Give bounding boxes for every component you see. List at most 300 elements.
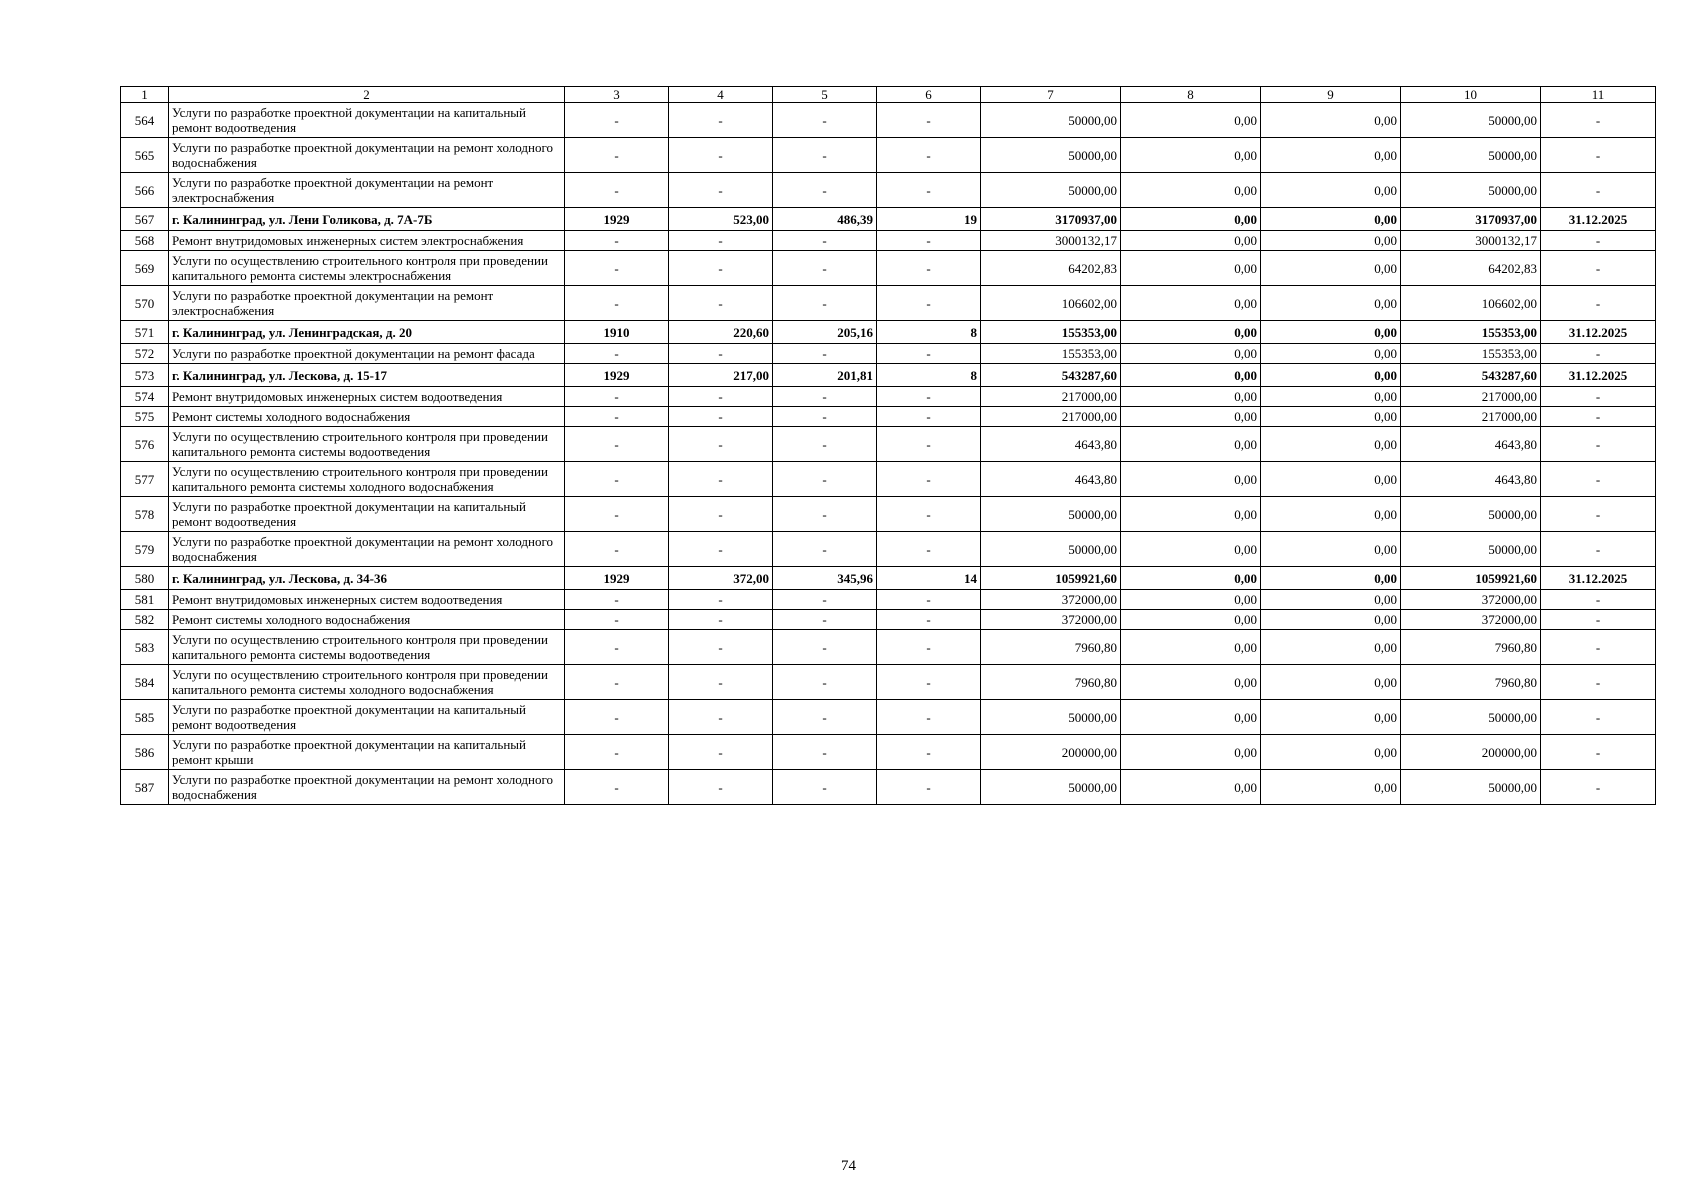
col5-cell: - bbox=[773, 770, 877, 805]
work-name-cell: Услуги по разработке проектной документации на капитальный ремонт водоотведения bbox=[169, 103, 565, 138]
col3-cell: - bbox=[565, 231, 669, 251]
col3-cell: - bbox=[565, 251, 669, 286]
row-number-cell: 565 bbox=[121, 138, 169, 173]
work-name-cell: Услуги по разработке проектной документации на ремонт электроснабжения bbox=[169, 286, 565, 321]
work-name-cell: Ремонт внутридомовых инженерных систем электроснабжения bbox=[169, 231, 565, 251]
col8-amount-cell: 0,00 bbox=[1121, 567, 1261, 590]
col10-amount-cell: 372000,00 bbox=[1401, 590, 1541, 610]
col6-cell: 19 bbox=[877, 208, 981, 231]
col5-cell: - bbox=[773, 735, 877, 770]
row-number-cell: 584 bbox=[121, 665, 169, 700]
col4-cell: 220,60 bbox=[669, 321, 773, 344]
col11-date-cell: - bbox=[1541, 590, 1656, 610]
col9-amount-cell: 0,00 bbox=[1261, 173, 1401, 208]
col4-cell: - bbox=[669, 251, 773, 286]
col9-amount-cell: 0,00 bbox=[1261, 590, 1401, 610]
col9-amount-cell: 0,00 bbox=[1261, 208, 1401, 231]
work-name-cell: Ремонт внутридомовых инженерных систем водоотведения bbox=[169, 590, 565, 610]
col6-cell: - bbox=[877, 286, 981, 321]
work-name-cell: Услуги по разработке проектной документации на ремонт холодного водоснабжения bbox=[169, 138, 565, 173]
col10-amount-cell: 50000,00 bbox=[1401, 138, 1541, 173]
col10-amount-cell: 4643,80 bbox=[1401, 462, 1541, 497]
col7-amount-cell: 3000132,17 bbox=[981, 231, 1121, 251]
col3-cell: - bbox=[565, 427, 669, 462]
col5-cell: - bbox=[773, 700, 877, 735]
col5-cell: - bbox=[773, 665, 877, 700]
col3-cell: 1929 bbox=[565, 208, 669, 231]
table-row bbox=[121, 462, 1656, 497]
row-number-cell: 583 bbox=[121, 630, 169, 665]
col11-date-cell: - bbox=[1541, 630, 1656, 665]
col10-amount-cell: 3170937,00 bbox=[1401, 208, 1541, 231]
col11-date-cell: - bbox=[1541, 735, 1656, 770]
work-name-cell: Услуги по разработке проектной документации на ремонт фасада bbox=[169, 344, 565, 364]
row-number-cell: 575 bbox=[121, 407, 169, 427]
col6-cell: - bbox=[877, 610, 981, 630]
col10-amount-cell: 7960,80 bbox=[1401, 630, 1541, 665]
row-number-cell: 570 bbox=[121, 286, 169, 321]
col11-date-cell: - bbox=[1541, 700, 1656, 735]
work-name-cell: г. Калининград, ул. Лескова, д. 15-17 bbox=[169, 364, 565, 387]
col8-amount-cell: 0,00 bbox=[1121, 321, 1261, 344]
col11-date-cell: - bbox=[1541, 610, 1656, 630]
col4-cell: - bbox=[669, 630, 773, 665]
table-row bbox=[121, 387, 1656, 407]
work-name-cell: Услуги по разработке проектной документации на капитальный ремонт крыши bbox=[169, 735, 565, 770]
col7-amount-cell: 4643,80 bbox=[981, 427, 1121, 462]
col5-cell: - bbox=[773, 286, 877, 321]
table-row bbox=[121, 665, 1656, 700]
row-number-cell: 566 bbox=[121, 173, 169, 208]
col9-amount-cell: 0,00 bbox=[1261, 770, 1401, 805]
col11-date-cell: - bbox=[1541, 138, 1656, 173]
col7-amount-cell: 50000,00 bbox=[981, 173, 1121, 208]
col5-cell: - bbox=[773, 610, 877, 630]
col6-cell: - bbox=[877, 700, 981, 735]
address-row bbox=[121, 321, 1656, 344]
col6-cell: - bbox=[877, 173, 981, 208]
col11-date-cell: - bbox=[1541, 462, 1656, 497]
col9-amount-cell: 0,00 bbox=[1261, 231, 1401, 251]
col9-amount-cell: 0,00 bbox=[1261, 567, 1401, 590]
col3-cell: - bbox=[565, 630, 669, 665]
row-number-cell: 579 bbox=[121, 532, 169, 567]
header-cell: 7 bbox=[981, 87, 1121, 103]
col6-cell: - bbox=[877, 665, 981, 700]
col9-amount-cell: 0,00 bbox=[1261, 407, 1401, 427]
col10-amount-cell: 50000,00 bbox=[1401, 173, 1541, 208]
col8-amount-cell: 0,00 bbox=[1121, 364, 1261, 387]
col4-cell: - bbox=[669, 735, 773, 770]
work-name-cell: Услуги по осуществлению строительного контроля при проведении капитального ремонта системы водоотведения bbox=[169, 630, 565, 665]
col7-amount-cell: 106602,00 bbox=[981, 286, 1121, 321]
col11-date-cell: 31.12.2025 bbox=[1541, 364, 1656, 387]
row-number-cell: 578 bbox=[121, 497, 169, 532]
header-cell: 2 bbox=[169, 87, 565, 103]
col10-amount-cell: 106602,00 bbox=[1401, 286, 1541, 321]
col6-cell: 8 bbox=[877, 321, 981, 344]
work-name-cell: Ремонт внутридомовых инженерных систем водоотведения bbox=[169, 387, 565, 407]
row-number-cell: 581 bbox=[121, 590, 169, 610]
work-name-cell: Услуги по осуществлению строительного контроля при проведении капитального ремонта системы холодного водоснабжения bbox=[169, 462, 565, 497]
address-row bbox=[121, 567, 1656, 590]
col3-cell: - bbox=[565, 462, 669, 497]
col3-cell: - bbox=[565, 407, 669, 427]
row-number-cell: 586 bbox=[121, 735, 169, 770]
col10-amount-cell: 217000,00 bbox=[1401, 407, 1541, 427]
col9-amount-cell: 0,00 bbox=[1261, 497, 1401, 532]
col10-amount-cell: 3000132,17 bbox=[1401, 231, 1541, 251]
row-number-cell: 571 bbox=[121, 321, 169, 344]
row-number-cell: 568 bbox=[121, 231, 169, 251]
col4-cell: 372,00 bbox=[669, 567, 773, 590]
header-cell: 9 bbox=[1261, 87, 1401, 103]
row-number-cell: 572 bbox=[121, 344, 169, 364]
table-row bbox=[121, 251, 1656, 286]
col4-cell: - bbox=[669, 665, 773, 700]
col3-cell: - bbox=[565, 138, 669, 173]
col5-cell: 201,81 bbox=[773, 364, 877, 387]
col9-amount-cell: 0,00 bbox=[1261, 700, 1401, 735]
col10-amount-cell: 1059921,60 bbox=[1401, 567, 1541, 590]
col10-amount-cell: 50000,00 bbox=[1401, 103, 1541, 138]
table-row bbox=[121, 103, 1656, 138]
col9-amount-cell: 0,00 bbox=[1261, 321, 1401, 344]
col7-amount-cell: 155353,00 bbox=[981, 344, 1121, 364]
table-row bbox=[121, 427, 1656, 462]
col8-amount-cell: 0,00 bbox=[1121, 344, 1261, 364]
col10-amount-cell: 50000,00 bbox=[1401, 700, 1541, 735]
col3-cell: 1929 bbox=[565, 364, 669, 387]
col11-date-cell: - bbox=[1541, 770, 1656, 805]
header-cell: 1 bbox=[121, 87, 169, 103]
col6-cell: - bbox=[877, 427, 981, 462]
address-row bbox=[121, 364, 1656, 387]
table-row bbox=[121, 700, 1656, 735]
col9-amount-cell: 0,00 bbox=[1261, 630, 1401, 665]
col5-cell: - bbox=[773, 497, 877, 532]
col11-date-cell: - bbox=[1541, 231, 1656, 251]
col5-cell: - bbox=[773, 407, 877, 427]
table-row bbox=[121, 630, 1656, 665]
col6-cell: - bbox=[877, 231, 981, 251]
col6-cell: - bbox=[877, 770, 981, 805]
col11-date-cell: - bbox=[1541, 344, 1656, 364]
col10-amount-cell: 50000,00 bbox=[1401, 770, 1541, 805]
col8-amount-cell: 0,00 bbox=[1121, 173, 1261, 208]
col3-cell: - bbox=[565, 387, 669, 407]
col4-cell: - bbox=[669, 286, 773, 321]
col7-amount-cell: 1059921,60 bbox=[981, 567, 1121, 590]
header-cell: 4 bbox=[669, 87, 773, 103]
col11-date-cell: - bbox=[1541, 497, 1656, 532]
col10-amount-cell: 7960,80 bbox=[1401, 665, 1541, 700]
col7-amount-cell: 3170937,00 bbox=[981, 208, 1121, 231]
col6-cell: - bbox=[877, 497, 981, 532]
work-name-cell: Услуги по разработке проектной документации на ремонт холодного водоснабжения bbox=[169, 770, 565, 805]
col3-cell: - bbox=[565, 610, 669, 630]
table-row bbox=[121, 610, 1656, 630]
col5-cell: - bbox=[773, 173, 877, 208]
work-name-cell: Услуги по осуществлению строительного контроля при проведении капитального ремонта системы водоотведения bbox=[169, 427, 565, 462]
col5-cell: - bbox=[773, 590, 877, 610]
table-row bbox=[121, 344, 1656, 364]
col11-date-cell: 31.12.2025 bbox=[1541, 567, 1656, 590]
col3-cell: 1929 bbox=[565, 567, 669, 590]
header-row bbox=[121, 87, 1656, 103]
col9-amount-cell: 0,00 bbox=[1261, 610, 1401, 630]
col8-amount-cell: 0,00 bbox=[1121, 103, 1261, 138]
work-name-cell: Услуги по осуществлению строительного контроля при проведении капитального ремонта системы электроснабжения bbox=[169, 251, 565, 286]
row-number-cell: 569 bbox=[121, 251, 169, 286]
col3-cell: - bbox=[565, 103, 669, 138]
col4-cell: - bbox=[669, 610, 773, 630]
col10-amount-cell: 217000,00 bbox=[1401, 387, 1541, 407]
work-name-cell: Услуги по разработке проектной документации на капитальный ремонт водоотведения bbox=[169, 497, 565, 532]
col8-amount-cell: 0,00 bbox=[1121, 735, 1261, 770]
col8-amount-cell: 0,00 bbox=[1121, 427, 1261, 462]
table-row bbox=[121, 770, 1656, 805]
row-number-cell: 567 bbox=[121, 208, 169, 231]
col5-cell: - bbox=[773, 462, 877, 497]
col11-date-cell: - bbox=[1541, 173, 1656, 208]
col3-cell: - bbox=[565, 344, 669, 364]
col7-amount-cell: 50000,00 bbox=[981, 770, 1121, 805]
col8-amount-cell: 0,00 bbox=[1121, 138, 1261, 173]
work-name-cell: г. Калининград, ул. Лескова, д. 34-36 bbox=[169, 567, 565, 590]
col11-date-cell: - bbox=[1541, 407, 1656, 427]
col9-amount-cell: 0,00 bbox=[1261, 462, 1401, 497]
col7-amount-cell: 50000,00 bbox=[981, 700, 1121, 735]
row-number-cell: 564 bbox=[121, 103, 169, 138]
col6-cell: - bbox=[877, 532, 981, 567]
header-cell: 6 bbox=[877, 87, 981, 103]
col8-amount-cell: 0,00 bbox=[1121, 700, 1261, 735]
col4-cell: - bbox=[669, 770, 773, 805]
col10-amount-cell: 372000,00 bbox=[1401, 610, 1541, 630]
work-name-cell: Услуги по разработке проектной документации на капитальный ремонт водоотведения bbox=[169, 700, 565, 735]
col7-amount-cell: 7960,80 bbox=[981, 630, 1121, 665]
row-number-cell: 574 bbox=[121, 387, 169, 407]
col7-amount-cell: 372000,00 bbox=[981, 610, 1121, 630]
col11-date-cell: 31.12.2025 bbox=[1541, 208, 1656, 231]
row-number-cell: 576 bbox=[121, 427, 169, 462]
col5-cell: - bbox=[773, 251, 877, 286]
col7-amount-cell: 50000,00 bbox=[981, 103, 1121, 138]
row-number-cell: 585 bbox=[121, 700, 169, 735]
col11-date-cell: - bbox=[1541, 532, 1656, 567]
col5-cell: - bbox=[773, 103, 877, 138]
col4-cell: - bbox=[669, 344, 773, 364]
table-row bbox=[121, 590, 1656, 610]
col8-amount-cell: 0,00 bbox=[1121, 286, 1261, 321]
col5-cell: - bbox=[773, 344, 877, 364]
work-name-cell: Услуги по разработке проектной документации на ремонт электроснабжения bbox=[169, 173, 565, 208]
col4-cell: - bbox=[669, 231, 773, 251]
col8-amount-cell: 0,00 bbox=[1121, 251, 1261, 286]
table-body bbox=[121, 87, 1656, 805]
col4-cell: - bbox=[669, 532, 773, 567]
document-sheet bbox=[120, 86, 1655, 805]
col3-cell: - bbox=[565, 735, 669, 770]
col3-cell: - bbox=[565, 532, 669, 567]
col3-cell: - bbox=[565, 700, 669, 735]
col8-amount-cell: 0,00 bbox=[1121, 387, 1261, 407]
header-cell: 10 bbox=[1401, 87, 1541, 103]
col5-cell: - bbox=[773, 630, 877, 665]
page-number: 74 bbox=[841, 1158, 856, 1174]
header-cell: 3 bbox=[565, 87, 669, 103]
col5-cell: 205,16 bbox=[773, 321, 877, 344]
table-row bbox=[121, 407, 1656, 427]
col11-date-cell: - bbox=[1541, 103, 1656, 138]
col7-amount-cell: 200000,00 bbox=[981, 735, 1121, 770]
col9-amount-cell: 0,00 bbox=[1261, 532, 1401, 567]
table-row bbox=[121, 735, 1656, 770]
col10-amount-cell: 155353,00 bbox=[1401, 321, 1541, 344]
col9-amount-cell: 0,00 bbox=[1261, 251, 1401, 286]
col4-cell: - bbox=[669, 462, 773, 497]
col4-cell: - bbox=[669, 103, 773, 138]
table-row bbox=[121, 286, 1656, 321]
col6-cell: - bbox=[877, 735, 981, 770]
col5-cell: - bbox=[773, 138, 877, 173]
col7-amount-cell: 155353,00 bbox=[981, 321, 1121, 344]
row-number-cell: 582 bbox=[121, 610, 169, 630]
col6-cell: - bbox=[877, 251, 981, 286]
col11-date-cell: - bbox=[1541, 387, 1656, 407]
col8-amount-cell: 0,00 bbox=[1121, 610, 1261, 630]
col9-amount-cell: 0,00 bbox=[1261, 427, 1401, 462]
col8-amount-cell: 0,00 bbox=[1121, 665, 1261, 700]
col5-cell: 345,96 bbox=[773, 567, 877, 590]
work-name-cell: Услуги по разработке проектной документации на ремонт холодного водоснабжения bbox=[169, 532, 565, 567]
col5-cell: - bbox=[773, 427, 877, 462]
col8-amount-cell: 0,00 bbox=[1121, 208, 1261, 231]
col8-amount-cell: 0,00 bbox=[1121, 407, 1261, 427]
header-cell: 11 bbox=[1541, 87, 1656, 103]
table-row bbox=[121, 173, 1656, 208]
col8-amount-cell: 0,00 bbox=[1121, 590, 1261, 610]
col4-cell: 217,00 bbox=[669, 364, 773, 387]
col4-cell: - bbox=[669, 497, 773, 532]
work-name-cell: Услуги по осуществлению строительного контроля при проведении капитального ремонта системы холодного водоснабжения bbox=[169, 665, 565, 700]
col4-cell: - bbox=[669, 173, 773, 208]
col8-amount-cell: 0,00 bbox=[1121, 462, 1261, 497]
col7-amount-cell: 50000,00 bbox=[981, 532, 1121, 567]
col8-amount-cell: 0,00 bbox=[1121, 231, 1261, 251]
col11-date-cell: - bbox=[1541, 286, 1656, 321]
table-row bbox=[121, 497, 1656, 532]
row-number-cell: 577 bbox=[121, 462, 169, 497]
work-name-cell: г. Калининград, ул. Ленинградская, д. 20 bbox=[169, 321, 565, 344]
col10-amount-cell: 4643,80 bbox=[1401, 427, 1541, 462]
col7-amount-cell: 7960,80 bbox=[981, 665, 1121, 700]
col10-amount-cell: 50000,00 bbox=[1401, 497, 1541, 532]
col4-cell: - bbox=[669, 700, 773, 735]
row-number-cell: 587 bbox=[121, 770, 169, 805]
col9-amount-cell: 0,00 bbox=[1261, 138, 1401, 173]
col10-amount-cell: 543287,60 bbox=[1401, 364, 1541, 387]
col5-cell: - bbox=[773, 532, 877, 567]
col5-cell: 486,39 bbox=[773, 208, 877, 231]
col6-cell: - bbox=[877, 387, 981, 407]
col10-amount-cell: 50000,00 bbox=[1401, 532, 1541, 567]
col11-date-cell: 31.12.2025 bbox=[1541, 321, 1656, 344]
work-name-cell: Ремонт системы холодного водоснабжения bbox=[169, 610, 565, 630]
col9-amount-cell: 0,00 bbox=[1261, 103, 1401, 138]
col3-cell: - bbox=[565, 770, 669, 805]
row-number-cell: 580 bbox=[121, 567, 169, 590]
col7-amount-cell: 50000,00 bbox=[981, 497, 1121, 532]
col4-cell: 523,00 bbox=[669, 208, 773, 231]
col3-cell: - bbox=[565, 497, 669, 532]
work-name-cell: г. Калининград, ул. Лени Голикова, д. 7А-7Б bbox=[169, 208, 565, 231]
address-row bbox=[121, 208, 1656, 231]
col3-cell: 1910 bbox=[565, 321, 669, 344]
col9-amount-cell: 0,00 bbox=[1261, 344, 1401, 364]
col5-cell: - bbox=[773, 231, 877, 251]
col3-cell: - bbox=[565, 665, 669, 700]
col6-cell: - bbox=[877, 590, 981, 610]
col4-cell: - bbox=[669, 387, 773, 407]
col4-cell: - bbox=[669, 138, 773, 173]
col9-amount-cell: 0,00 bbox=[1261, 665, 1401, 700]
table-row bbox=[121, 532, 1656, 567]
col4-cell: - bbox=[669, 427, 773, 462]
col4-cell: - bbox=[669, 407, 773, 427]
col6-cell: - bbox=[877, 344, 981, 364]
col9-amount-cell: 0,00 bbox=[1261, 387, 1401, 407]
col6-cell: 14 bbox=[877, 567, 981, 590]
row-number-cell: 573 bbox=[121, 364, 169, 387]
col8-amount-cell: 0,00 bbox=[1121, 770, 1261, 805]
col7-amount-cell: 4643,80 bbox=[981, 462, 1121, 497]
col5-cell: - bbox=[773, 387, 877, 407]
col10-amount-cell: 64202,83 bbox=[1401, 251, 1541, 286]
col3-cell: - bbox=[565, 590, 669, 610]
col8-amount-cell: 0,00 bbox=[1121, 497, 1261, 532]
work-name-cell: Ремонт системы холодного водоснабжения bbox=[169, 407, 565, 427]
header-cell: 5 bbox=[773, 87, 877, 103]
col7-amount-cell: 543287,60 bbox=[981, 364, 1121, 387]
col9-amount-cell: 0,00 bbox=[1261, 364, 1401, 387]
col9-amount-cell: 0,00 bbox=[1261, 286, 1401, 321]
col7-amount-cell: 217000,00 bbox=[981, 387, 1121, 407]
col11-date-cell: - bbox=[1541, 251, 1656, 286]
col6-cell: - bbox=[877, 103, 981, 138]
table-row bbox=[121, 138, 1656, 173]
col6-cell: - bbox=[877, 407, 981, 427]
col8-amount-cell: 0,00 bbox=[1121, 630, 1261, 665]
col10-amount-cell: 200000,00 bbox=[1401, 735, 1541, 770]
col6-cell: 8 bbox=[877, 364, 981, 387]
table-row bbox=[121, 231, 1656, 251]
repair-schedule-table bbox=[120, 86, 1656, 805]
col3-cell: - bbox=[565, 286, 669, 321]
col3-cell: - bbox=[565, 173, 669, 208]
header-cell: 8 bbox=[1121, 87, 1261, 103]
col9-amount-cell: 0,00 bbox=[1261, 735, 1401, 770]
col6-cell: - bbox=[877, 462, 981, 497]
col6-cell: - bbox=[877, 138, 981, 173]
col7-amount-cell: 64202,83 bbox=[981, 251, 1121, 286]
col8-amount-cell: 0,00 bbox=[1121, 532, 1261, 567]
col10-amount-cell: 155353,00 bbox=[1401, 344, 1541, 364]
col7-amount-cell: 372000,00 bbox=[981, 590, 1121, 610]
col7-amount-cell: 217000,00 bbox=[981, 407, 1121, 427]
col7-amount-cell: 50000,00 bbox=[981, 138, 1121, 173]
